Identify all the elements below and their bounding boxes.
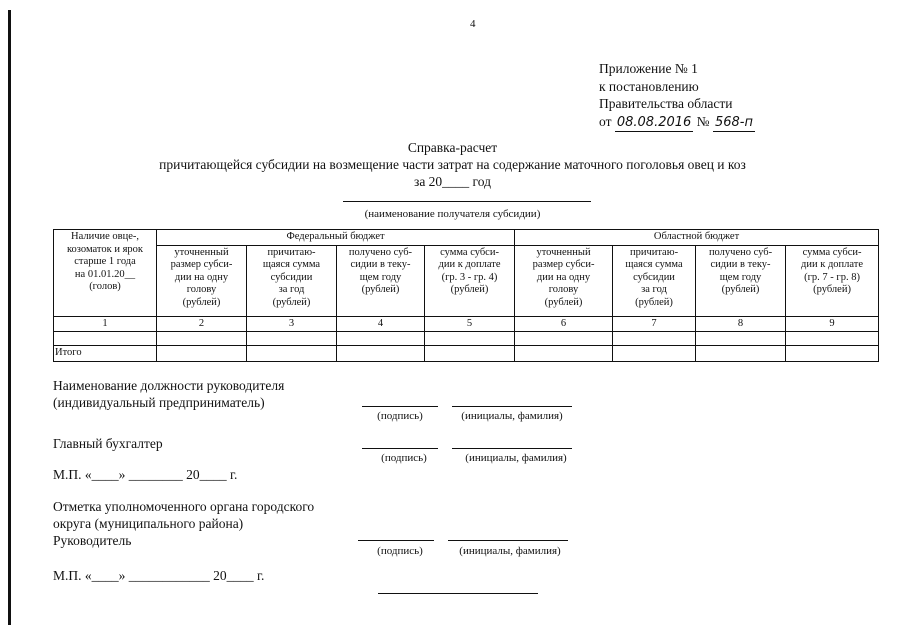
col-head: причитаю- щаяся сумма субсидии за год (рублей) [613, 245, 696, 316]
column-number-row [54, 316, 879, 332]
initials-caption: (инициалы, фамилия) [461, 410, 563, 422]
accountant-label: Главный бухгалтер [53, 436, 163, 451]
group-head-federal: Федеральный бюджет [157, 230, 515, 246]
calculation-table [53, 229, 879, 362]
appendix-block [599, 60, 755, 132]
col-head: причитаю- щаяся сумма субсидии за год (рублей) [247, 245, 337, 316]
recipient-caption: (наименование получателя субсидии) [364, 208, 541, 220]
appendix-line: Правительства области [599, 96, 733, 111]
signature-line [362, 448, 438, 449]
signature-caption: (подпись) [381, 452, 427, 464]
col-head: уточненный размер субси- дии на одну голову (рублей) [515, 245, 613, 316]
initials-line [452, 448, 572, 449]
col-head: сумма субси- дии к доплате (гр. 3 - гр. 4) (рублей) [425, 245, 515, 316]
column-number: 7 [613, 316, 696, 332]
authority-line: Отметка уполномоченного органа городского [53, 499, 315, 514]
column-number: 8 [696, 316, 786, 332]
head-title-line: Наименование должности руководителя [53, 378, 285, 393]
head-title-line: (индивидуальный предприниматель) [53, 395, 265, 410]
group-head-regional: Областной бюджет [515, 230, 879, 246]
col-head: получено суб- сидии в теку- щем году (рублей) [696, 245, 786, 316]
column-number: 3 [247, 316, 337, 332]
total-row [54, 346, 879, 362]
column-number: 6 [515, 316, 613, 332]
column-number: 5 [425, 316, 515, 332]
initials-caption: (инициалы, фамилия) [465, 452, 567, 464]
doc-year-line: за 20____ год [413, 174, 491, 189]
appendix-line: к постановлению [599, 78, 699, 94]
recipient-line [343, 201, 591, 202]
from-label: от [599, 113, 612, 129]
handwritten-date: 08.08.2016 [615, 114, 693, 133]
col-head-livestock: Наличие овце-, козоматок и ярок старше 1 года на 01.01.20__ (голов) [54, 230, 157, 317]
number-sign: № [696, 113, 710, 129]
doc-subtitle: причитающейся субсидии на возмещение части затрат на содержание маточного поголовья овец и коз [159, 157, 746, 172]
column-number: 1 [54, 316, 157, 332]
initials-line [448, 540, 568, 541]
doc-title: Справка-расчет [407, 140, 498, 155]
column-number: 2 [157, 316, 247, 332]
director-label: Руководитель [53, 533, 132, 548]
appendix-date-line [599, 113, 755, 133]
signature-line [362, 406, 438, 407]
signature-line [358, 540, 434, 541]
signature-caption: (подпись) [377, 410, 423, 422]
col-head: получено суб- сидии в теку- щем году (рублей) [337, 245, 425, 316]
bottom-line [378, 593, 538, 594]
page-number: 4 [470, 18, 476, 30]
column-number: 9 [786, 316, 879, 332]
column-number: 4 [337, 316, 425, 332]
handwritten-number: 568-п [713, 114, 755, 133]
table-row [54, 332, 879, 346]
stamp-date-line: М.П. «____» ________ 20____ г. [53, 467, 238, 482]
binder-edge [8, 10, 11, 625]
col-head: уточненный размер субси- дии на одну голову (рублей) [157, 245, 247, 316]
appendix-line: Приложение № 1 [599, 61, 698, 76]
initials-caption: (инициалы, фамилия) [459, 545, 561, 557]
stamp-date-line: М.П. «____» ____________ 20____ г. [53, 568, 265, 583]
signature-caption: (подпись) [377, 545, 423, 557]
total-label: Итого [54, 346, 157, 362]
col-head: сумма субси- дии к доплате (гр. 7 - гр. 8) (рублей) [786, 245, 879, 316]
initials-line [452, 406, 572, 407]
authority-line: округа (муниципального района) [53, 516, 244, 531]
